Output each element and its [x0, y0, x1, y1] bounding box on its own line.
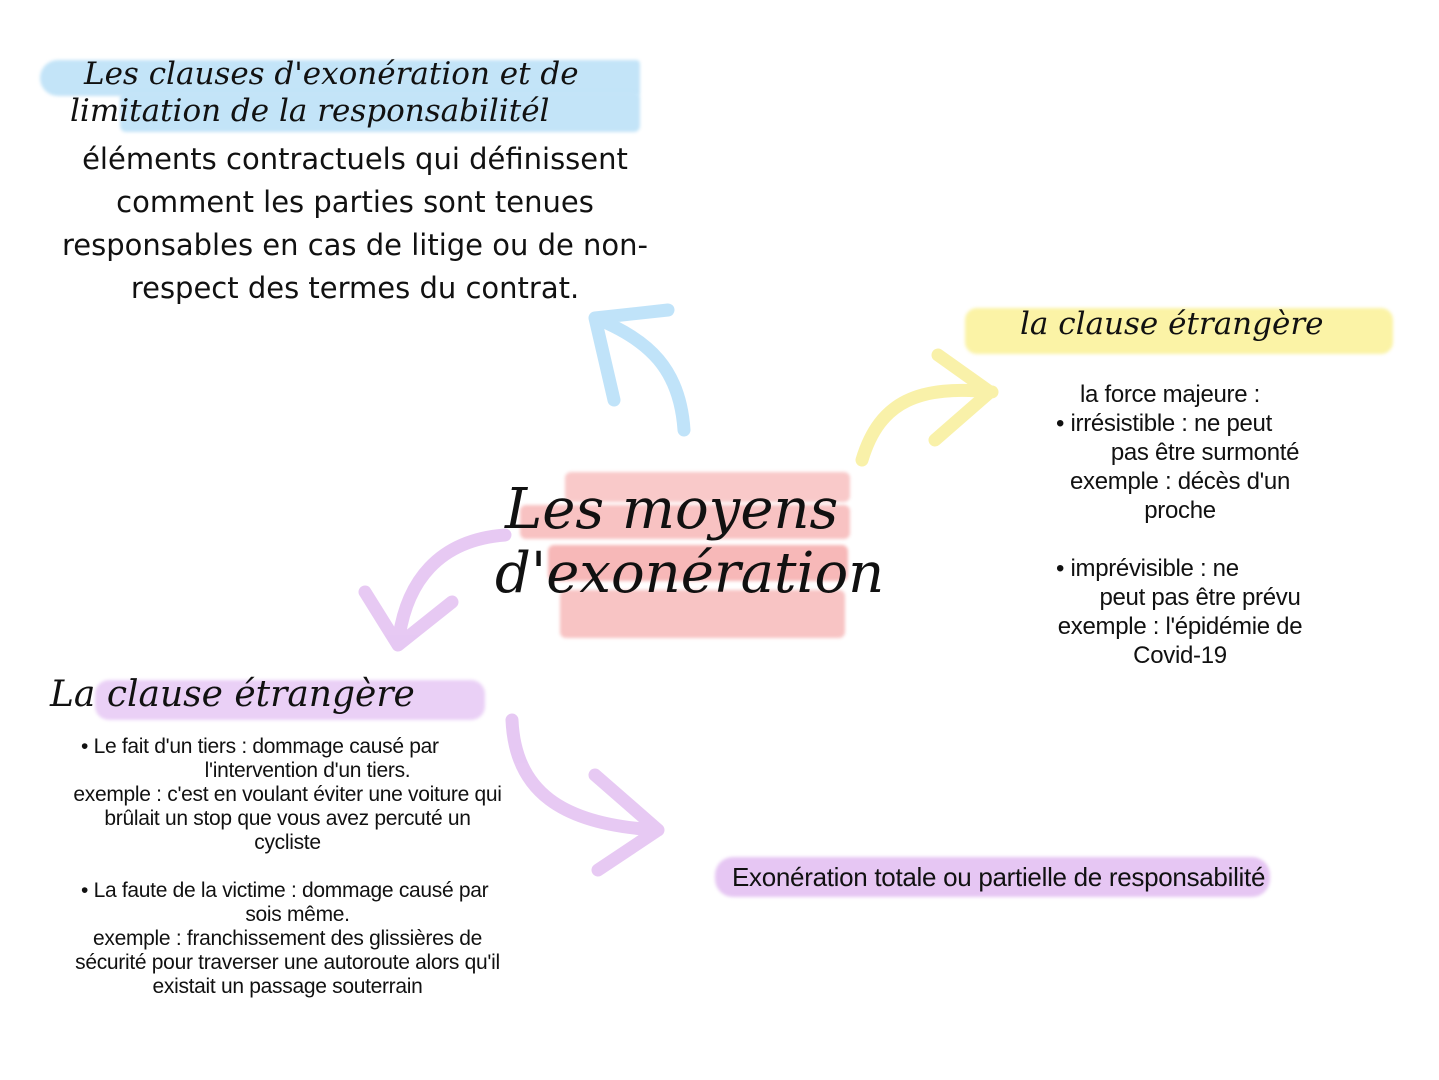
- arrow-purple-right: [512, 720, 658, 870]
- right-title: la clause étrangère: [1020, 306, 1324, 342]
- left-body: [55, 735, 520, 999]
- body-line: • irrésistible : ne peut: [1056, 410, 1272, 437]
- arrow-purple-left: [365, 535, 505, 645]
- body-line: proche: [1144, 497, 1216, 524]
- body-line: cycliste: [254, 831, 321, 854]
- body-line: existait un passage souterrain: [152, 975, 423, 998]
- body-line: pas être surmonté: [1110, 439, 1300, 466]
- body-line: • imprévisible : ne: [1056, 555, 1239, 582]
- center-title: [495, 478, 915, 606]
- body-line: [1040, 525, 1320, 554]
- body-line: • La faute de la victime : dommage causé par: [81, 879, 489, 902]
- body-line: responsables en cas de litige ou de non-: [61, 228, 649, 262]
- body-line: la force majeure :: [1080, 381, 1261, 408]
- right-body: [1040, 380, 1320, 670]
- body-line: l'intervention d'un tiers.: [204, 759, 411, 782]
- body-line: respect des termes du contrat.: [130, 271, 580, 305]
- center-title-line: Les moyens: [505, 477, 839, 542]
- left-title: La clause étrangère: [50, 674, 415, 715]
- arrow-blue: [595, 310, 684, 430]
- body-line: brûlait un stop que vous avez percuté un: [104, 807, 471, 830]
- body-line: [55, 855, 520, 879]
- body-line: Covid-19: [1133, 642, 1227, 669]
- body-line: exemple : c'est en voulant éviter une voiture qui: [73, 783, 502, 806]
- exoneration-label: Exonération totale ou partielle de responsabilité: [732, 862, 1266, 892]
- body-line: sois même.: [245, 903, 350, 926]
- top-left-title: [70, 56, 650, 130]
- body-line: sécurité pour traverser une autoroute alors qu'il: [75, 951, 500, 974]
- body-line: comment les parties sont tenues: [116, 185, 594, 219]
- title-line: Les clauses d'exonération et de: [84, 56, 579, 92]
- body-line: exemple : l'épidémie de: [1057, 613, 1303, 640]
- body-line: • Le fait d'un tiers : dommage causé par: [81, 735, 439, 758]
- title-line: limitation de la responsabilitél: [70, 93, 550, 129]
- body-line: exemple : franchissement des glissières de: [93, 927, 482, 950]
- body-line: exemple : décès d'un: [1069, 468, 1291, 495]
- center-title-line: d'exonération: [495, 541, 885, 606]
- body-line: éléments contractuels qui définissent: [82, 142, 628, 176]
- top-left-body: [55, 138, 655, 310]
- body-line: peut pas être prévu: [1099, 584, 1301, 611]
- arrow-yellow: [862, 355, 992, 460]
